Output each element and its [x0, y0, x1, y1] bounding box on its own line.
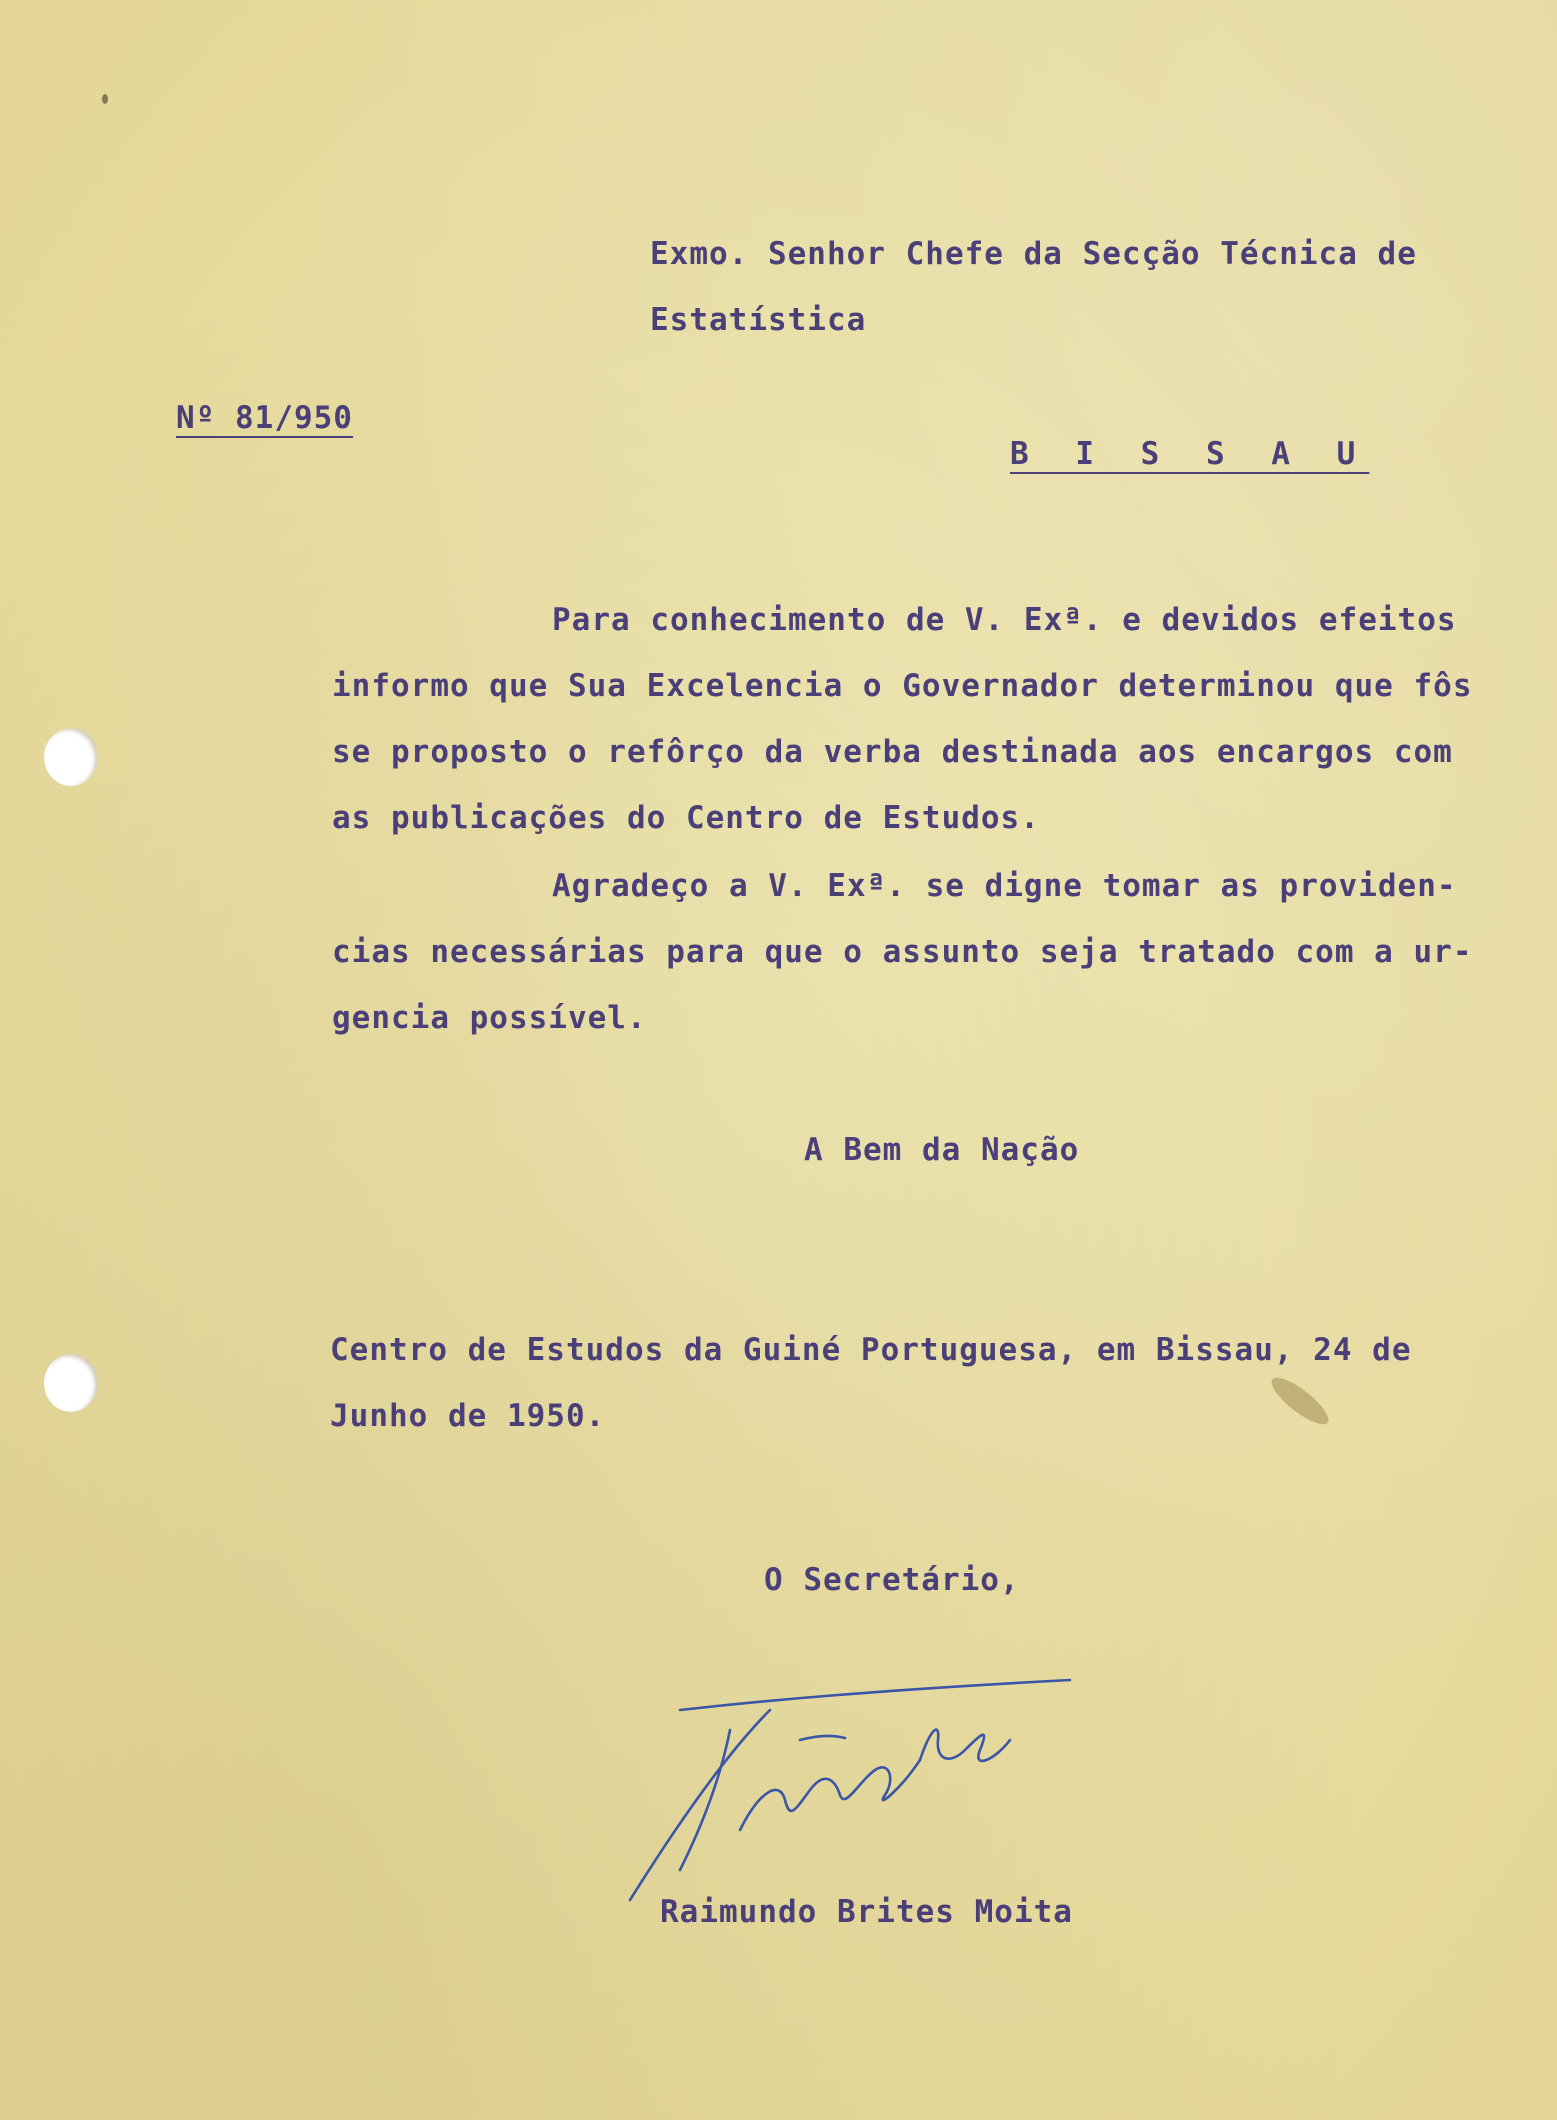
signatory-title: O Secretário,: [764, 1562, 1020, 1598]
body-line-5: Agradeço a V. Exª. se digne tomar as providen-: [552, 868, 1457, 904]
place-date-line-1: Centro de Estudos da Guiné Portuguesa, em Bissau, 24 de: [330, 1332, 1412, 1368]
body-line-4: as publicações do Centro de Estudos.: [332, 800, 1040, 836]
body-line-1: Para conhecimento de V. Exª. e devidos efeitos: [552, 602, 1457, 638]
body-line-3: se proposto o refôrço da verba destinada aos encargos com: [332, 734, 1453, 770]
body-line-6: cias necessárias para que o assunto seja tratado com a ur-: [332, 934, 1473, 970]
handwritten-signature: [620, 1670, 1080, 1930]
reference-number: Nº 81/950: [176, 400, 353, 436]
addressee-line-1: Exmo. Senhor Chefe da Secção Técnica de: [650, 236, 1417, 272]
paper-stain: [1266, 1371, 1335, 1431]
signatory-name: Raimundo Brites Moita: [660, 1894, 1073, 1930]
body-line-2: informo que Sua Excelencia o Governador determinou que fôs: [332, 668, 1473, 704]
punch-hole-top: [44, 728, 98, 786]
body-line-7: gencia possível.: [332, 1000, 647, 1036]
place-date-line-2: Junho de 1950.: [330, 1398, 606, 1434]
closing-salutation: A Bem da Nação: [804, 1132, 1080, 1168]
addressee-line-2: Estatística: [650, 302, 867, 338]
paper-mark: [102, 94, 108, 104]
punch-hole-bottom: [44, 1354, 98, 1412]
city-heading: B I S S A U: [1010, 436, 1370, 472]
